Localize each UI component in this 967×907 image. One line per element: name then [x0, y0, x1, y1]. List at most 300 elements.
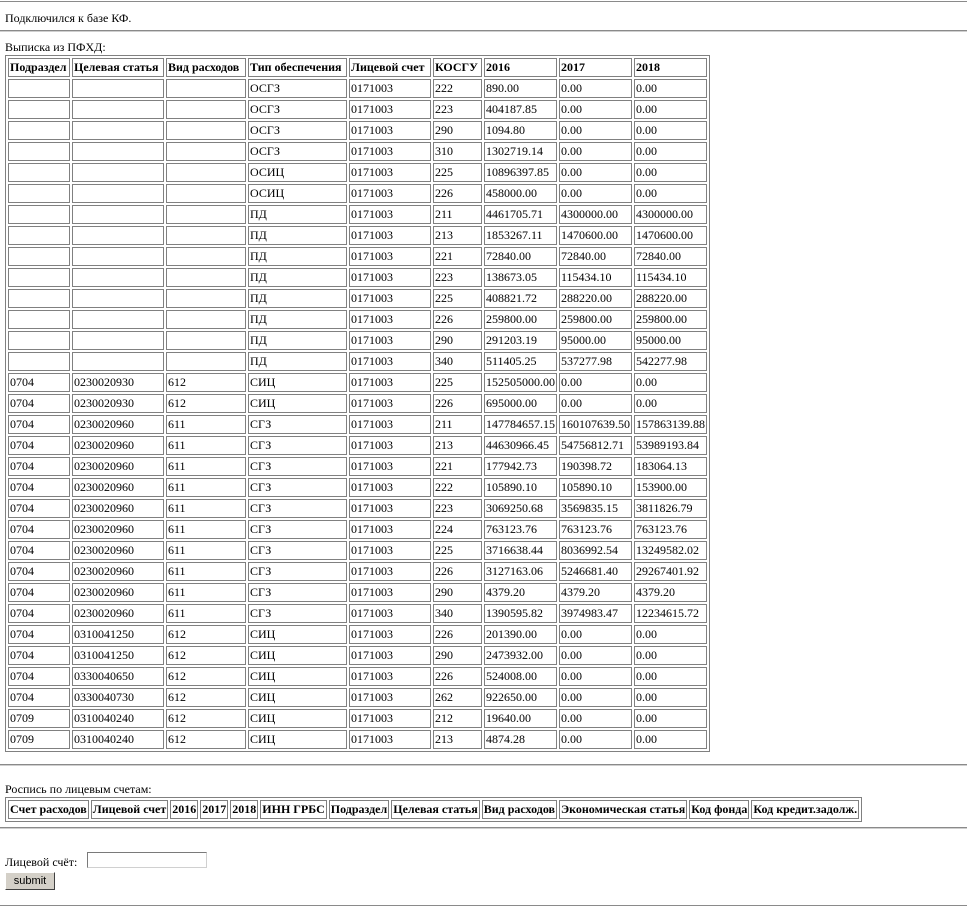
table-cell: 221 [433, 247, 482, 266]
table-cell: 0.00 [559, 688, 632, 707]
table-cell: 0171003 [349, 415, 431, 434]
table-cell: 0.00 [634, 373, 707, 392]
table-cell: 183064.13 [634, 457, 707, 476]
table-cell: 0704 [8, 583, 70, 602]
table-cell: 0171003 [349, 436, 431, 455]
table-cell: ОСГЗ [248, 100, 347, 119]
table-cell: 115434.10 [634, 268, 707, 287]
table-cell [72, 352, 164, 371]
table-cell: 0230020960 [72, 541, 164, 560]
top-divider [0, 1, 967, 2]
table-row [8, 730, 707, 749]
table-cell: 0230020930 [72, 394, 164, 413]
table-cell [166, 205, 246, 224]
table-cell: 0330040650 [72, 667, 164, 686]
table-cell [166, 163, 246, 182]
pfhd-column-header: 2018 [634, 58, 707, 77]
table-cell: 0171003 [349, 499, 431, 518]
table-cell [8, 163, 70, 182]
table-cell: 201390.00 [484, 625, 557, 644]
table-cell: ПД [248, 331, 347, 350]
table-cell: 611 [166, 415, 246, 434]
table-cell [72, 247, 164, 266]
rospis-column-header: 2017 [200, 800, 228, 819]
table-cell: 3127163.06 [484, 562, 557, 581]
table-row [8, 100, 707, 119]
table-cell: 290 [433, 121, 482, 140]
table-cell: 611 [166, 457, 246, 476]
table-cell: 0704 [8, 604, 70, 623]
table-cell: 0171003 [349, 709, 431, 728]
table-cell: 0704 [8, 541, 70, 560]
table-cell: 53989193.84 [634, 436, 707, 455]
table-cell: ПД [248, 352, 347, 371]
rospis-column-header: Счет расходов [8, 800, 89, 819]
table-cell: 0171003 [349, 646, 431, 665]
table-cell [72, 121, 164, 140]
table-row [8, 646, 707, 665]
table-cell: 225 [433, 373, 482, 392]
table-cell: 226 [433, 310, 482, 329]
table-cell: 763123.76 [559, 520, 632, 539]
table-cell: 105890.10 [559, 478, 632, 497]
table-cell: СГЗ [248, 541, 347, 560]
table-cell [8, 121, 70, 140]
table-cell [8, 226, 70, 245]
table-cell: 0230020960 [72, 604, 164, 623]
table-cell: 0230020960 [72, 478, 164, 497]
table-row [8, 604, 707, 623]
rospis-column-header: Подраздел [329, 800, 389, 819]
table-row [8, 520, 707, 539]
table-cell: 0171003 [349, 310, 431, 329]
table-row [8, 289, 707, 308]
table-cell: 611 [166, 499, 246, 518]
table-cell: 0230020960 [72, 415, 164, 434]
table-cell [8, 268, 70, 287]
table-cell: 226 [433, 562, 482, 581]
table-cell: 0171003 [349, 289, 431, 308]
pfhd-column-header: 2016 [484, 58, 557, 77]
table-cell: 1853267.11 [484, 226, 557, 245]
table-cell [166, 79, 246, 98]
table-cell: 0.00 [634, 163, 707, 182]
table-cell: 0.00 [634, 142, 707, 161]
table-cell: 152505000.00 [484, 373, 557, 392]
table-cell: 221 [433, 457, 482, 476]
table-cell [8, 289, 70, 308]
table-cell: 226 [433, 184, 482, 203]
table-cell: 0.00 [634, 667, 707, 686]
pfhd-title: Выписка из ПФХД: [5, 40, 106, 54]
pfhd-table [5, 55, 710, 752]
table-cell: 0.00 [634, 646, 707, 665]
table-cell: 95000.00 [634, 331, 707, 350]
table-cell: 72840.00 [559, 247, 632, 266]
table-cell: 213 [433, 436, 482, 455]
table-cell: 211 [433, 205, 482, 224]
table-cell: 190398.72 [559, 457, 632, 476]
table-cell: 288220.00 [559, 289, 632, 308]
table-cell: 0.00 [634, 709, 707, 728]
table-cell [72, 100, 164, 119]
table-cell: СГЗ [248, 562, 347, 581]
table-cell: 0.00 [559, 373, 632, 392]
table-cell: 611 [166, 520, 246, 539]
table-cell: 0230020960 [72, 562, 164, 581]
table-cell: 290 [433, 583, 482, 602]
rospis-header-row [8, 800, 859, 819]
table-cell [72, 226, 164, 245]
table-cell: 222 [433, 79, 482, 98]
table-row [8, 394, 707, 413]
pfhd-column-header: Целевая статья [72, 58, 164, 77]
rospis-column-header: Целевая статья [391, 800, 479, 819]
table-cell: ПД [248, 289, 347, 308]
table-cell: СГЗ [248, 478, 347, 497]
rospis-column-header: ИНН ГРБС [260, 800, 326, 819]
pfhd-column-header: 2017 [559, 58, 632, 77]
table-cell: 225 [433, 541, 482, 560]
table-cell [166, 121, 246, 140]
table-cell [166, 184, 246, 203]
table-cell: 612 [166, 730, 246, 749]
table-cell: 611 [166, 562, 246, 581]
table-cell: 211 [433, 415, 482, 434]
table-cell: 223 [433, 268, 482, 287]
table-cell: 95000.00 [559, 331, 632, 350]
table-cell: 0.00 [634, 100, 707, 119]
table-cell: 340 [433, 604, 482, 623]
table-cell: 222 [433, 478, 482, 497]
table-cell: 259800.00 [484, 310, 557, 329]
table-cell: 0230020930 [72, 373, 164, 392]
table-cell: 226 [433, 625, 482, 644]
table-cell: 213 [433, 730, 482, 749]
table-cell: 177942.73 [484, 457, 557, 476]
table-cell: СГЗ [248, 520, 347, 539]
table-cell: 0.00 [559, 79, 632, 98]
table-cell: 0171003 [349, 352, 431, 371]
table-cell: 0704 [8, 436, 70, 455]
table-cell: 2473932.00 [484, 646, 557, 665]
table-cell: 763123.76 [484, 520, 557, 539]
table-cell [72, 163, 164, 182]
table-cell: 5246681.40 [559, 562, 632, 581]
table-row [8, 142, 707, 161]
table-cell: 105890.10 [484, 478, 557, 497]
table-cell: 0704 [8, 499, 70, 518]
table-cell: 0310040240 [72, 730, 164, 749]
table-cell: 0.00 [634, 79, 707, 98]
table-cell: 612 [166, 646, 246, 665]
table-cell: 612 [166, 373, 246, 392]
table-cell: 0171003 [349, 100, 431, 119]
table-cell [72, 331, 164, 350]
table-row [8, 541, 707, 560]
table-row [8, 310, 707, 329]
table-cell: СИЦ [248, 709, 347, 728]
table-cell: 0171003 [349, 184, 431, 203]
rospis-table [5, 797, 862, 822]
table-cell: 4300000.00 [634, 205, 707, 224]
table-cell: 0171003 [349, 625, 431, 644]
table-cell: 0230020960 [72, 583, 164, 602]
table-cell: 0.00 [559, 121, 632, 140]
table-cell [8, 331, 70, 350]
table-cell: 3974983.47 [559, 604, 632, 623]
table-cell: 340 [433, 352, 482, 371]
table-cell: 0171003 [349, 394, 431, 413]
table-cell: 511405.25 [484, 352, 557, 371]
table-cell: 138673.05 [484, 268, 557, 287]
table-cell: 1470600.00 [634, 226, 707, 245]
table-cell: 0.00 [634, 625, 707, 644]
table-cell: 0.00 [559, 184, 632, 203]
table-cell: 408821.72 [484, 289, 557, 308]
table-cell: СГЗ [248, 457, 347, 476]
table-cell: СИЦ [248, 625, 347, 644]
table-cell: 0704 [8, 667, 70, 686]
table-cell: ОСИЦ [248, 184, 347, 203]
table-cell: 4461705.71 [484, 205, 557, 224]
table-cell: 1302719.14 [484, 142, 557, 161]
table-cell [166, 310, 246, 329]
table-cell [72, 142, 164, 161]
table-cell: 3569835.15 [559, 499, 632, 518]
table-cell: 612 [166, 688, 246, 707]
table-cell: 0171003 [349, 583, 431, 602]
table-cell [8, 184, 70, 203]
table-cell: 1094.80 [484, 121, 557, 140]
table-cell: 0709 [8, 709, 70, 728]
table-cell: 0704 [8, 478, 70, 497]
table-cell: СГЗ [248, 499, 347, 518]
table-cell: СИЦ [248, 394, 347, 413]
table-cell: 0171003 [349, 541, 431, 560]
rospis-column-header: Код кредит.задолж. [751, 800, 859, 819]
table-cell: 72840.00 [484, 247, 557, 266]
table-cell: 0.00 [634, 121, 707, 140]
rospis-column-header: Лицевой счет [91, 800, 168, 819]
table-cell: 290 [433, 331, 482, 350]
table-cell: 115434.10 [559, 268, 632, 287]
table-cell: 0171003 [349, 478, 431, 497]
table-row [8, 205, 707, 224]
table-cell: 290 [433, 646, 482, 665]
table-cell: 458000.00 [484, 184, 557, 203]
table-cell [72, 268, 164, 287]
table-row [8, 625, 707, 644]
table-cell: 0709 [8, 730, 70, 749]
table-cell: 0171003 [349, 163, 431, 182]
table-cell: 72840.00 [634, 247, 707, 266]
table-cell [8, 247, 70, 266]
table-cell: 288220.00 [634, 289, 707, 308]
table-cell: 0171003 [349, 268, 431, 287]
table-cell: 29267401.92 [634, 562, 707, 581]
table-cell: 1470600.00 [559, 226, 632, 245]
table-cell: 0.00 [634, 688, 707, 707]
pfhd-column-header: КОСГУ [433, 58, 482, 77]
table-cell: 19640.00 [484, 709, 557, 728]
table-cell: 0171003 [349, 247, 431, 266]
table-cell [166, 142, 246, 161]
table-cell [72, 205, 164, 224]
table-row [8, 667, 707, 686]
table-cell: 226 [433, 667, 482, 686]
table-cell: 44630966.45 [484, 436, 557, 455]
table-row [8, 331, 707, 350]
table-cell: 0704 [8, 625, 70, 644]
table-cell: 1390595.82 [484, 604, 557, 623]
table-cell [166, 226, 246, 245]
divider [0, 764, 967, 766]
table-cell: 212 [433, 709, 482, 728]
table-row [8, 499, 707, 518]
table-cell: 4874.28 [484, 730, 557, 749]
table-cell: 4379.20 [634, 583, 707, 602]
table-row [8, 121, 707, 140]
table-cell: 612 [166, 625, 246, 644]
table-cell: 0.00 [559, 730, 632, 749]
table-cell: 0.00 [634, 184, 707, 203]
table-cell: 0171003 [349, 520, 431, 539]
table-cell: 10896397.85 [484, 163, 557, 182]
table-cell: 612 [166, 667, 246, 686]
table-cell: 0171003 [349, 562, 431, 581]
table-row [8, 79, 707, 98]
rospis-column-header: 2018 [230, 800, 258, 819]
table-cell: 147784657.15 [484, 415, 557, 434]
pfhd-column-header: Вид расходов [166, 58, 246, 77]
pfhd-column-header: Подраздел [8, 58, 70, 77]
table-cell: 890.00 [484, 79, 557, 98]
pfhd-column-header: Тип обеспечения [248, 58, 347, 77]
table-cell: 0.00 [559, 142, 632, 161]
table-cell: 0310041250 [72, 646, 164, 665]
table-row [8, 457, 707, 476]
table-cell: 537277.98 [559, 352, 632, 371]
table-cell: 8036992.54 [559, 541, 632, 560]
table-row [8, 352, 707, 371]
table-cell: 922650.00 [484, 688, 557, 707]
table-row [8, 163, 707, 182]
table-cell [166, 289, 246, 308]
table-cell: 153900.00 [634, 478, 707, 497]
pfhd-header-row [8, 58, 707, 77]
table-cell: 0.00 [559, 667, 632, 686]
table-cell: 404187.85 [484, 100, 557, 119]
table-cell: 225 [433, 289, 482, 308]
table-row [8, 373, 707, 392]
table-cell: 0.00 [559, 163, 632, 182]
table-cell: СИЦ [248, 373, 347, 392]
account-input[interactable] [87, 852, 207, 868]
table-cell: 0171003 [349, 667, 431, 686]
table-cell: 0230020960 [72, 436, 164, 455]
table-cell [166, 352, 246, 371]
table-cell: СИЦ [248, 646, 347, 665]
table-cell: 12234615.72 [634, 604, 707, 623]
table-cell: ОСГЗ [248, 79, 347, 98]
table-cell: 0171003 [349, 373, 431, 392]
table-cell [166, 268, 246, 287]
table-cell: ПД [248, 205, 347, 224]
table-cell [8, 79, 70, 98]
table-cell: СГЗ [248, 583, 347, 602]
submit-button[interactable]: submit [5, 872, 55, 890]
table-cell: ПД [248, 226, 347, 245]
bottom-divider [0, 905, 967, 906]
table-cell: 0704 [8, 415, 70, 434]
table-cell: 0.00 [634, 394, 707, 413]
table-row [8, 688, 707, 707]
account-label: Лицевой счёт: [5, 855, 78, 869]
table-cell: 259800.00 [559, 310, 632, 329]
rospis-column-header: Код фонда [689, 800, 749, 819]
table-cell: 0230020960 [72, 457, 164, 476]
table-cell: 224 [433, 520, 482, 539]
table-row [8, 478, 707, 497]
table-cell [8, 142, 70, 161]
table-cell [166, 331, 246, 350]
table-cell: 3811826.79 [634, 499, 707, 518]
rospis-column-header: 2016 [170, 800, 198, 819]
table-cell: 0704 [8, 688, 70, 707]
table-cell: 223 [433, 100, 482, 119]
table-cell: СГЗ [248, 415, 347, 434]
table-cell: 0.00 [634, 730, 707, 749]
table-row [8, 226, 707, 245]
table-cell: 213 [433, 226, 482, 245]
table-cell: 54756812.71 [559, 436, 632, 455]
table-cell [166, 100, 246, 119]
table-cell [8, 310, 70, 329]
table-cell: ПД [248, 268, 347, 287]
table-cell [72, 184, 164, 203]
table-cell: 0171003 [349, 730, 431, 749]
table-row [8, 268, 707, 287]
table-row [8, 583, 707, 602]
table-cell: 611 [166, 583, 246, 602]
table-cell: 4379.20 [484, 583, 557, 602]
table-cell: 612 [166, 394, 246, 413]
table-cell: 0.00 [559, 625, 632, 644]
table-cell [72, 310, 164, 329]
divider [0, 30, 967, 32]
divider [0, 827, 967, 829]
table-cell: 0704 [8, 562, 70, 581]
table-cell: 0171003 [349, 331, 431, 350]
table-cell: 0171003 [349, 142, 431, 161]
table-cell [8, 100, 70, 119]
table-cell: 0.00 [559, 100, 632, 119]
table-cell [166, 247, 246, 266]
table-cell: 0171003 [349, 226, 431, 245]
table-cell: 160107639.50 [559, 415, 632, 434]
table-cell: СГЗ [248, 604, 347, 623]
table-cell: 611 [166, 436, 246, 455]
table-cell: 524008.00 [484, 667, 557, 686]
table-cell: ПД [248, 310, 347, 329]
table-cell: 157863139.88 [634, 415, 707, 434]
table-cell: 695000.00 [484, 394, 557, 413]
table-cell: 262 [433, 688, 482, 707]
table-cell: 0.00 [559, 646, 632, 665]
table-cell: 4300000.00 [559, 205, 632, 224]
pfhd-column-header: Лицевой счет [349, 58, 431, 77]
